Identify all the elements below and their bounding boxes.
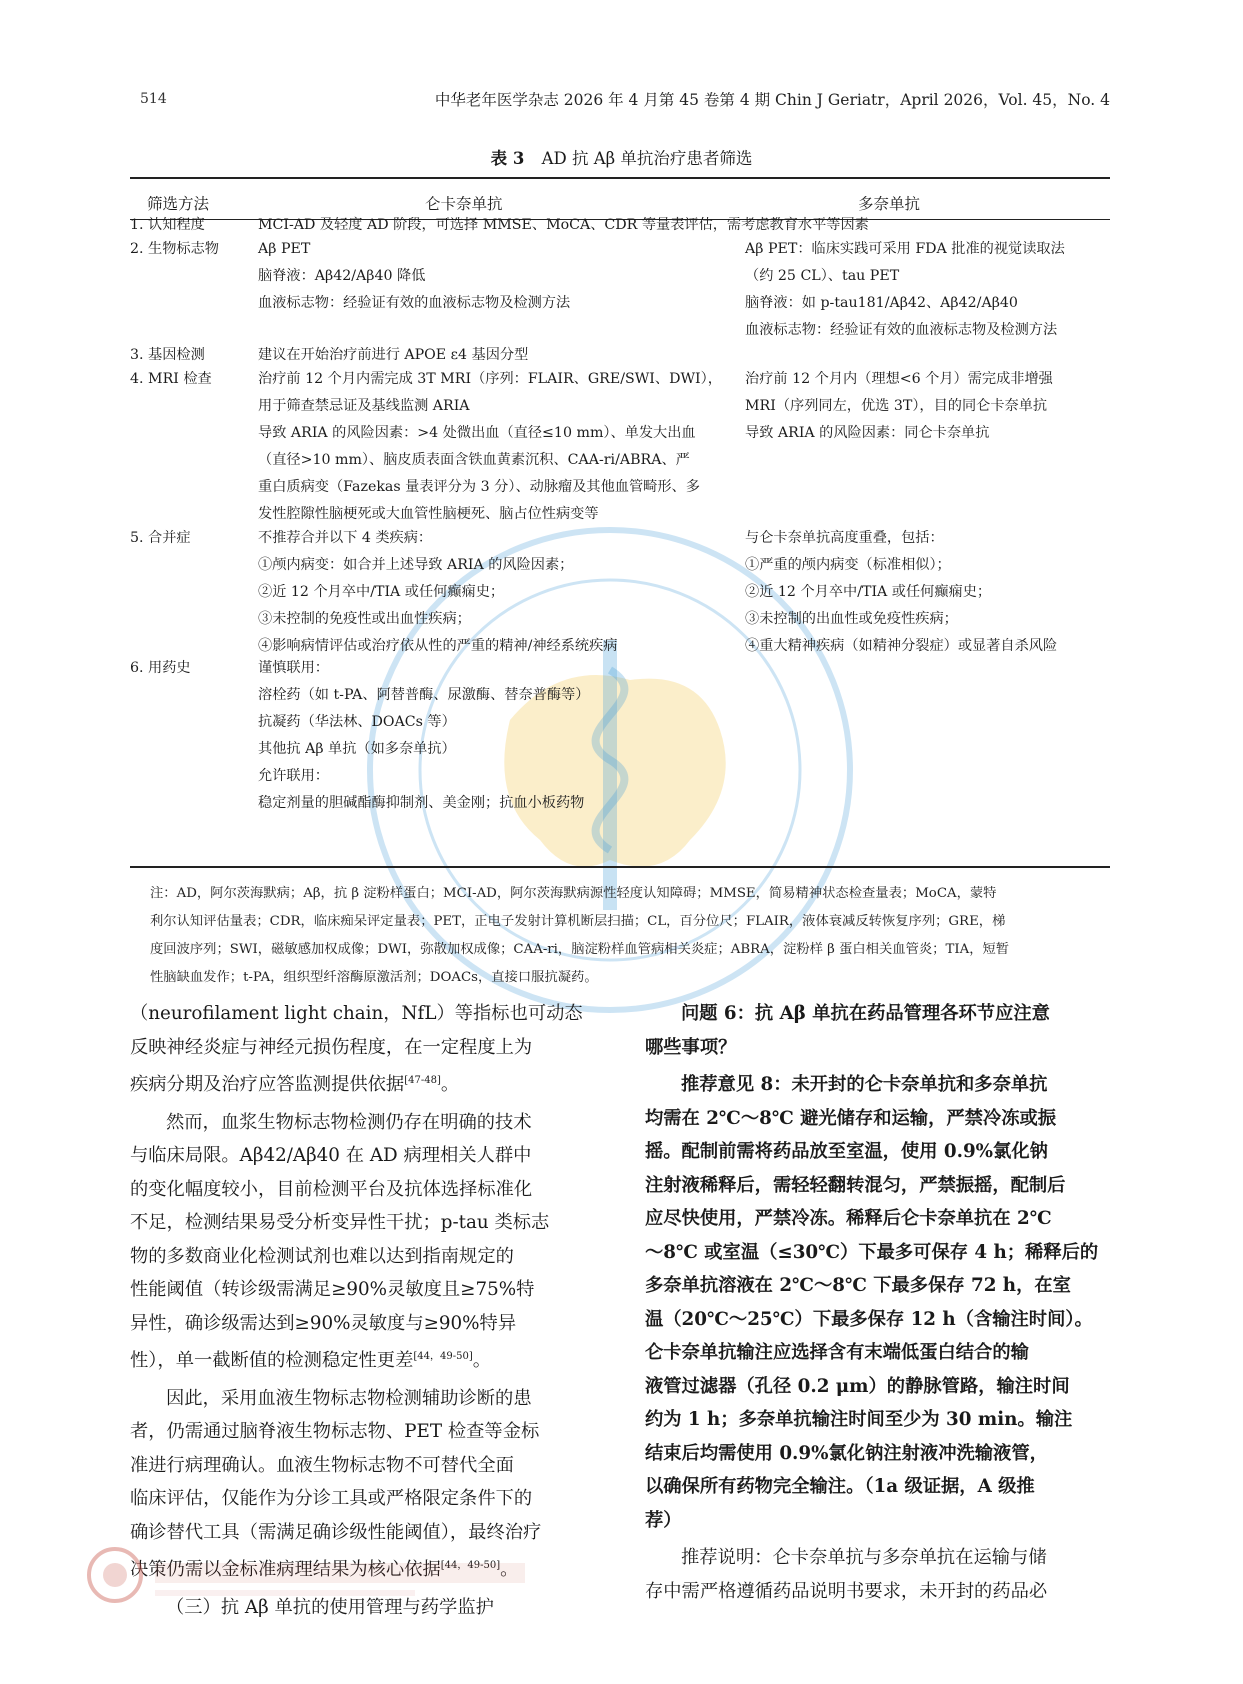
recommendation-line: 应尽快使用，严禁冷冻。稀释后仑卡奈单抗在 2℃ xyxy=(645,1208,1052,1229)
text-span: 决策仍需以金标准病理结果为核心依据 xyxy=(130,1559,441,1581)
text-line: 与临床局限。Aβ42/Aβ40 在 AD 病理相关人群中 xyxy=(130,1145,532,1167)
text-line: 临床评估，仅能作为分诊工具或严格限定条件下的 xyxy=(130,1488,533,1510)
text-line: 因此，采用血液生物标志物检测辅助诊断的患 xyxy=(166,1387,532,1409)
cell-line: MRI（序列同左，优选 3T），目的同仑卡奈单抗 xyxy=(745,398,1048,414)
cell-line: 溶栓药（如 t-PA、阿替普酶、尿激酶、替奈普酶等） xyxy=(258,687,590,703)
cell-line: 允许联用： xyxy=(258,768,329,784)
row-comorbidity-lecanemab xyxy=(258,525,617,660)
text-line: 确诊替代工具（需满足确诊级性能阈值），最终治疗 xyxy=(130,1521,542,1543)
text-span: 性），单一截断值的检测稳定性更差 xyxy=(130,1350,414,1372)
text-span: 疾病分期及治疗应答监测提供依据 xyxy=(130,1074,405,1096)
citation: [44，49-50] xyxy=(440,1560,501,1572)
cell-line: 稳定剂量的胆碱酯酶抑制剂、美金刚；抗血小板药物 xyxy=(258,795,585,811)
note-line: 度回波序列；SWI，磁敏感加权成像；DWI，弥散加权成像；CAA-ri，脑淀粉样血管病相关炎症；ABRA，淀粉样 β 蛋白相关血管炎；TIA，短暂 xyxy=(150,942,1010,957)
recommendation-line: 约为 1 h；多奈单抗输注时间至少为 30 min。输注 xyxy=(645,1409,1073,1430)
row-label-genetic: 3. 基因检测 xyxy=(130,347,205,363)
cell-line: Aβ PET：临床实践可采用 FDA 批准的视觉读取法 xyxy=(745,241,1065,257)
recommendation-line: 注射液稀释后，需轻轻翻转混匀，严禁振摇，配制后 xyxy=(645,1174,1066,1196)
cell-line: 与仑卡奈单抗高度重叠，包括： xyxy=(745,530,944,546)
cell-line: 导致 ARIA 的风险因素：>4 处微出血（直径≤10 mm）、单发大出血 xyxy=(258,425,696,441)
table-header-lecanemab: 仑卡奈单抗 xyxy=(425,195,503,213)
table-notes xyxy=(150,880,1110,992)
cell-line: 血液标志物：经验证有效的血液标志物及检测方法 xyxy=(745,322,1058,338)
explanation-line: 推荐说明：仑卡奈单抗与多奈单抗在运输与储 xyxy=(681,1547,1047,1568)
table-bottom-rule xyxy=(130,866,1110,868)
note-line: 注：AD，阿尔茨海默病；Aβ，抗 β 淀粉样蛋白；MCI-AD，阿尔茨海默病源性轻度认知障碍；MMSE，简易精神状态检查量表；MoCA，蒙特 xyxy=(150,886,997,901)
question-line: 哪些事项？ xyxy=(645,1036,737,1058)
row-biomarkers-donanemab xyxy=(745,236,1065,344)
cell-line: ①严重的颅内病变（标准相似）； xyxy=(745,557,951,573)
page-number: 514 xyxy=(140,91,167,107)
cell-line: 导致 ARIA 的风险因素：同仑卡奈单抗 xyxy=(745,425,990,441)
cell-line: ②近 12 个月卒中/TIA 或任何癫痫史； xyxy=(745,584,992,600)
question-line: 问题 6：抗 Aβ 单抗在药品管理各环节应注意 xyxy=(681,1003,1050,1024)
row-mri-donanemab xyxy=(745,366,1053,447)
note-line: 利尔认知评估量表；CDR，临床痴呆评定量表；PET，正电子发射计算机断层扫描；CL，百分位尺；FLAIR，液体衰减反转恢复序列；GRE，梯 xyxy=(150,914,1006,929)
text-line xyxy=(130,1340,600,1378)
row-genetic-lecanemab xyxy=(258,342,528,369)
running-head: 中华老年医学杂志 2026 年 4 月第 45 卷第 4 期 Chin J Geriatr，April 2026，Vol. 45，No. 4 xyxy=(434,91,1110,109)
text-line: 物的多数商业化检测试剂也难以达到指南规定的 xyxy=(130,1245,514,1267)
recommendation-line: 荐） xyxy=(645,1509,682,1531)
cell-line: Aβ PET xyxy=(258,241,311,257)
text-line: 然而，血浆生物标志物检测仍存在明确的技术 xyxy=(166,1111,532,1133)
cell-line: 治疗前 12 个月内（理想<6 个月）需完成非增强 xyxy=(745,371,1053,387)
row-medication-lecanemab xyxy=(258,655,589,817)
cell-line: 重白质病变（Fazekas 量表评分为 3 分）、动脉瘤及其他血管畸形、多 xyxy=(258,479,700,495)
recommendation-line: 均需在 2℃～8℃ 避光储存和运输，严禁冷冻或振 xyxy=(645,1107,1057,1129)
text-line: 的变化幅度较小，目前检测平台及抗体选择标准化 xyxy=(130,1178,533,1200)
cell-line: 用于筛查禁忌证及基线监测 ARIA xyxy=(258,398,470,414)
cell-line: 不推荐合并以下 4 类疾病： xyxy=(258,530,433,546)
text-line: 异性，确诊级需达到≥90%灵敏度与≥90%特异 xyxy=(130,1312,517,1334)
row-label-mri: 4. MRI 检查 xyxy=(130,371,212,387)
cell-line: ③未控制的出血性或免疫性疾病； xyxy=(745,611,958,627)
row-label-medication: 6. 用药史 xyxy=(130,660,191,676)
cell-line: 脑脊液：Aβ42/Aβ40 降低 xyxy=(258,268,426,284)
recommendation-line: 液管过滤器（孔径 0.2 μm）的静脉管路，输注时间 xyxy=(645,1375,1070,1397)
text-line: 反映神经炎症与神经元损伤程度，在一定程度上为 xyxy=(130,1036,533,1058)
cell-line: MCI-AD 及轻度 AD 阶段，可选择 MMSE、MoCA、CDR 等量表评估，需考虑教育水平等因素 xyxy=(258,217,869,233)
text-line: （neurofilament light chain，NfL）等指标也可动态 xyxy=(130,1003,583,1024)
recommendation-line: 摇。配制前需将药品放至室温，使用 0.9%氯化钠 xyxy=(645,1141,1048,1162)
row-biomarkers-lecanemab xyxy=(258,236,570,317)
cell-line: （约 25 CL）、tau PET xyxy=(745,268,900,284)
section-heading: （三）抗 Aβ 单抗的使用管理与药学监护 xyxy=(166,1596,494,1618)
cell-line: ②近 12 个月卒中/TIA 或任何癫痫史； xyxy=(258,584,505,600)
cell-line: 脑脊液：如 p-tau181/Aβ42、Aβ42/Aβ40 xyxy=(745,295,1018,311)
recommendation-line: 结束后均需使用 0.9%氯化钠注射液冲洗输液管， xyxy=(645,1442,1048,1464)
recommendation-line: 推荐意见 8：未开封的仑卡奈单抗和多奈单抗 xyxy=(681,1074,1048,1095)
left-column xyxy=(130,997,600,1624)
text-span: 。 xyxy=(440,1074,460,1096)
cell-line: ④重大精神疾病（如精神分裂症）或显著自杀风险 xyxy=(745,638,1058,654)
row-cognition-lecanemab xyxy=(258,212,869,239)
row-comorbidity-donanemab xyxy=(745,525,1057,660)
publisher-logo-icon xyxy=(80,1535,550,1615)
text-line: 性能阈值（转诊级需满足≥90%灵敏度且≥75%特 xyxy=(130,1279,535,1301)
cell-line: ③未控制的免疫性或出血性疾病； xyxy=(258,611,471,627)
citation: [47-48] xyxy=(404,1075,441,1086)
recommendation-line: 多奈单抗溶液在 2℃～8℃ 下最多保存 72 h，在室 xyxy=(645,1275,1071,1296)
table-header-method: 筛选方法 xyxy=(147,195,210,213)
citation: [44，49-50] xyxy=(413,1351,473,1363)
table-title xyxy=(0,145,1243,169)
table-title-text: AD 抗 Aβ 单抗治疗患者筛选 xyxy=(541,149,753,168)
explanation-line: 存中需严格遵循药品说明书要求，未开封的药品必 xyxy=(645,1580,1048,1602)
recommendation-line: 以确保所有药物完全输注。（1a 级证据，A 级推 xyxy=(645,1476,1035,1497)
table-title-prefix: 表 3 xyxy=(490,149,525,168)
note-line: 性脑缺血发作；t-PA，组织型纤溶酶原激活剂；DOACs，直接口服抗凝药。 xyxy=(150,970,598,985)
cell-line: ④影响病情评估或治疗依从性的严重的精神/神经系统疾病 xyxy=(258,638,618,654)
text-span: 。 xyxy=(500,1559,519,1581)
text-line: 不足，检测结果易受分析变异性干扰；p-tau 类标志 xyxy=(130,1212,550,1234)
recommendation-line: ～8℃ 或室温（≤30℃）下最多可保存 4 h；稀释后的 xyxy=(645,1241,1099,1263)
cell-line: 建议在开始治疗前进行 APOE ε4 基因分型 xyxy=(258,347,529,363)
cell-line: 发性腔隙性脑梗死或大血管性脑梗死、脑占位性病变等 xyxy=(258,506,599,522)
cell-line: 血液标志物：经验证有效的血液标志物及检测方法 xyxy=(258,295,571,311)
cell-line: 谨慎联用： xyxy=(258,660,329,676)
row-label-cognition: 1. 认知程度 xyxy=(130,217,205,233)
cell-line: （直径>10 mm）、脑皮质表面含铁血黄素沉积、CAA-ri/ABRA、严 xyxy=(258,452,690,468)
text-span: 。 xyxy=(472,1350,491,1372)
text-line: 准进行病理确认。血液生物标志物不可替代全面 xyxy=(130,1454,514,1476)
cell-line: 抗凝药（华法林、DOACs 等） xyxy=(258,714,456,730)
recommendation-line: 温（20℃～25℃）下最多保存 12 h（含输注时间）。 xyxy=(645,1308,1093,1330)
table-header-donanemab: 多奈单抗 xyxy=(858,195,921,213)
cell-line: 治疗前 12 个月内需完成 3T MRI（序列：FLAIR、GRE/SWI、DWI）， xyxy=(258,371,722,387)
cell-line: ①颅内病变：如合并上述导致 ARIA 的风险因素； xyxy=(258,557,574,573)
cell-line: 其他抗 Aβ 单抗（如多奈单抗） xyxy=(258,741,456,757)
right-column xyxy=(645,997,1115,1608)
table-top-rule xyxy=(130,177,1110,179)
text-line xyxy=(130,1064,600,1102)
row-mri-lecanemab xyxy=(258,366,722,528)
row-label-biomarkers: 2. 生物标志物 xyxy=(130,241,219,257)
row-label-comorbidity: 5. 合并症 xyxy=(130,530,191,546)
text-line: 者，仍需通过脑脊液生物标志物、PET 检查等金标 xyxy=(130,1421,540,1443)
recommendation-line: 仑卡奈单抗输注应选择含有末端低蛋白结合的输 xyxy=(645,1342,1029,1363)
